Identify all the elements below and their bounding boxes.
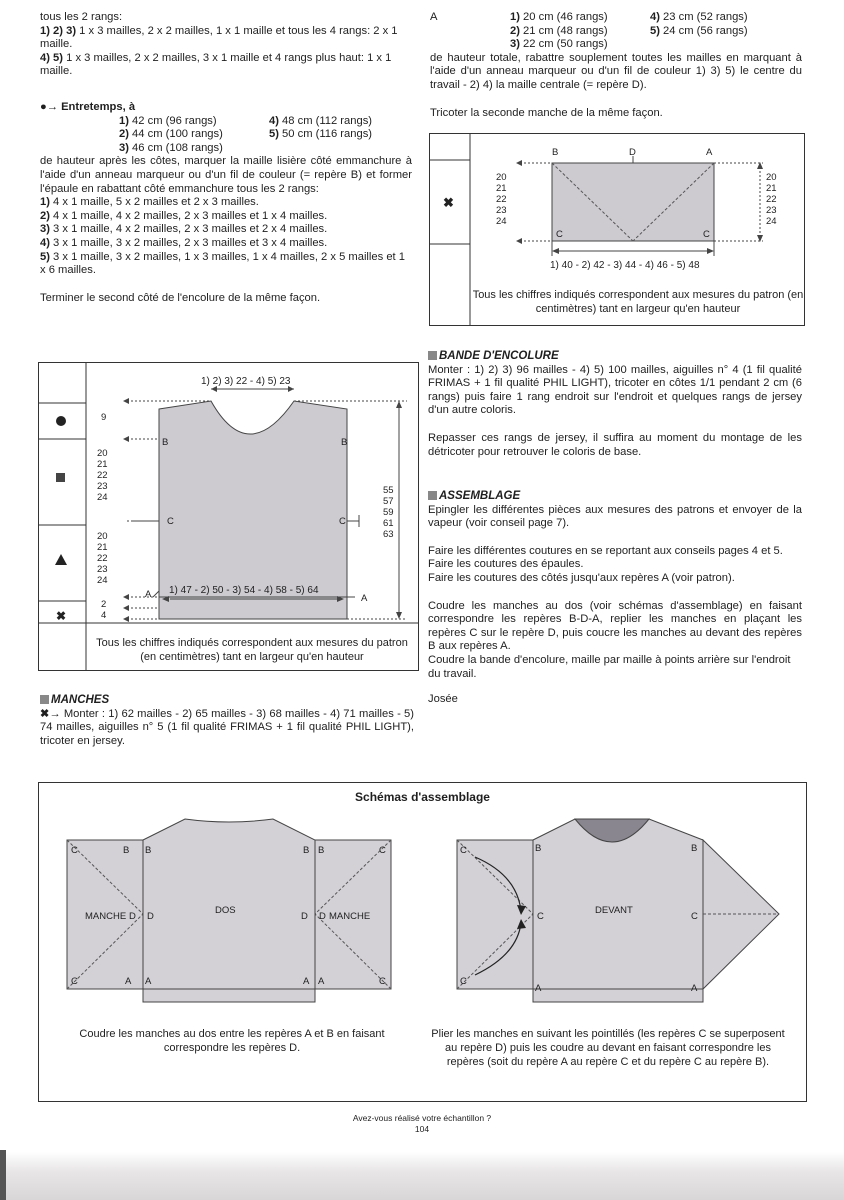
assembly-title: Schémas d'assemblage: [355, 790, 490, 804]
marker-c-left: C: [556, 229, 563, 240]
bande-section: [428, 350, 802, 459]
signature: Josée: [428, 693, 458, 706]
assemblage-title: ASSEMBLAGE: [428, 490, 802, 504]
manches-section: [40, 694, 414, 748]
option: 1) 42 cm (96 rangs): [119, 114, 217, 127]
body-top-label: 1) 2) 3) 22 - 4) 5) 23: [201, 376, 291, 387]
marker-b: B: [303, 845, 310, 856]
marker-c-right: C: [703, 229, 710, 240]
footer-question: Avez-vous réalisé votre échantillon ?: [352, 1113, 492, 1123]
marker-b: B: [535, 843, 542, 854]
body-pattern-box: [38, 362, 419, 671]
list-item: 4) 3 x 1 maille, 3 x 2 mailles, 2 x 3 mailles et 3 x 4 mailles.: [40, 236, 328, 249]
sleeve-label-left: MANCHE: [85, 911, 127, 922]
option: 5) 24 cm (56 rangs): [650, 24, 748, 37]
caption-left: Coudre les manches au dos entre les repères A et B en faisant correspondre les repères D.: [79, 1028, 385, 1054]
circle-icon: [56, 416, 66, 426]
sleeve-rows-left: 20 21 22 23 24: [496, 172, 507, 227]
body-bottom-label: 1) 47 - 2) 50 - 3) 54 - 4) 58 - 5) 64: [169, 585, 319, 596]
option: 4) 23 cm (52 rangs): [650, 11, 748, 23]
marker-c: C: [460, 976, 467, 987]
square-icon: [56, 473, 65, 482]
bande-p2: Repasser ces rangs de jersey, il suffira au moment du montage de les détricoter pour retrouver le coloris de base.: [428, 431, 802, 458]
body-pattern-note: Tous les chiffres indiqués correspondent aux mesures du patron (en centimètres) tant en largeur qu'en hauteur: [96, 637, 408, 663]
marker-c: C: [71, 845, 78, 856]
list-item: 5) 3 x 1 maille, 3 x 2 mailles, 1 x 3 mailles, 1 x 4 mailles, 2 x 5 mailles et 1 x 6 mailles.: [40, 250, 405, 277]
entretemps-section: [40, 101, 412, 305]
second-sleeve: Tricoter la seconde manche de la même façon.: [430, 106, 663, 119]
marker-d: D: [319, 911, 326, 922]
entretemps-para: de hauteur après les côtes, marquer la maille lisière côté emmanchure à l'aide d'un anneau marqueur ou d'un fil de couleur (= repère B) et former l'épaule en rabattant côté emmanchure tous les 2 rangs:: [40, 155, 412, 195]
bande-title: BANDE D'ENCOLURE: [428, 350, 802, 364]
marker-a-right: A: [361, 593, 368, 604]
marker-c: C: [691, 911, 698, 922]
entretemps-options: [119, 115, 412, 156]
marker-d: D: [147, 911, 154, 922]
marker-b: B: [552, 147, 559, 158]
sleeve-pattern-box: [429, 133, 805, 326]
option: 2) 44 cm (100 rangs): [119, 128, 223, 141]
marker-b: B: [318, 845, 325, 856]
cross-icon: ✖: [56, 609, 67, 623]
option: 4) 48 cm (112 rangs): [269, 114, 373, 127]
left-top-text: [40, 11, 412, 79]
marker-a: A: [706, 147, 713, 158]
marker-c: C: [379, 845, 386, 856]
marker-c: C: [460, 845, 467, 856]
rows-group-c: 20 21 22 23 24: [97, 531, 108, 586]
list-item: 3) 3 x 1 maille, 4 x 2 mailles, 2 x 3 mailles et 2 x 4 mailles.: [40, 223, 328, 236]
triangle-icon: [55, 554, 67, 565]
caption-right: Plier les manches en suivant les pointillés (les repères C se superposent au repère D) puis les coudre au devant en faisant correspondre les repères (soit du repère A au repère C et du repère C au repère B).: [431, 1028, 785, 1068]
assemblage-p4: Faire les coutures des côtés jusqu'aux repères A (voir patron).: [428, 571, 735, 584]
assemblage-section: [428, 490, 802, 707]
section-square-icon: [428, 351, 437, 360]
list-item: 1) 4 x 1 maille, 5 x 2 mailles et 2 x 3 mailles.: [40, 196, 259, 209]
right-top-section: [430, 11, 802, 120]
text-line: tous les 2 rangs:: [40, 11, 123, 23]
marker-b-right: B: [341, 437, 348, 448]
cross-icon: ✖: [443, 195, 454, 210]
section-square-icon: [428, 491, 437, 500]
right-height-labels: 55 57 59 61 63: [383, 485, 394, 540]
marker-b: B: [123, 845, 130, 856]
marker-d: D: [301, 911, 308, 922]
marker-c: C: [71, 976, 78, 987]
marker-b: B: [691, 843, 698, 854]
bande-p1: Monter : 1) 2) 3) 96 mailles - 4) 5) 100 mailles, aiguilles n° 4 (1 fil qualité FRIMAS + 1 fil qualité PHIL LIGHT), tricoter en côtes 1/1 pendant 2 cm (6 rangs) puis faire 1 rang endroit sur l'endroit et quelques rangs de jersey d'un autre coloris.: [428, 363, 802, 417]
assemblage-p5: Coudre les manches au dos (voir schémas d'assemblage) en faisant correspondre les repères B-D-A, replier les manches en plaçant les repères C sur le repère D, puis coucre les manches au devant des repères B aux repères A.: [428, 599, 802, 653]
marker-b-left: B: [162, 437, 169, 448]
body-pattern-svg: [39, 363, 418, 670]
entretemps-title: ●→ Entretemps, à: [40, 101, 136, 113]
rows-group-d: 2 4: [101, 599, 107, 621]
marker-d: D: [629, 147, 636, 158]
rows-group-b: 20 21 22 23 24: [97, 448, 108, 503]
cross-arrow-icon: ✖→: [40, 707, 61, 720]
list-item: 2) 4 x 1 maille, 4 x 2 mailles, 2 x 3 mailles et 1 x 4 mailles.: [40, 209, 328, 222]
marker-c: C: [379, 976, 386, 987]
footer: [0, 1113, 844, 1135]
manches-title: MANCHES: [40, 694, 414, 708]
marker-a: A: [318, 976, 325, 987]
option: 1) 20 cm (46 rangs): [510, 11, 608, 23]
sleeve-rows-right: 20 21 22 23 24: [766, 172, 777, 227]
right-para: de hauteur totale, rabattre souplement toutes les mailles en marquant à l'aide d'un anneau marqueur ou d'un fil de couleur 1) 3) 5) le centre du travail - 2) 4) la maille centrale (= repère D).: [430, 51, 802, 91]
option: 5) 50 cm (116 rangs): [269, 128, 373, 141]
manches-text: ✖→ Monter : 1) 62 mailles - 2) 65 mailles - 3) 68 mailles - 4) 71 mailles - 5) 74 mailles, aiguilles n° 5 (1 fil qualité FRIMAS + 1 fil qualité PHIL LIGHT), tricoter en jersey.: [40, 707, 414, 747]
section-square-icon: [40, 695, 49, 704]
page-edge-left: [0, 1150, 6, 1200]
text-line: 1) 2) 3) 1 x 3 mailles, 2 x 2 mailles, 1 x 1 maille et tous les 4 rangs: 2 x 1 maille.: [40, 24, 398, 51]
marker-c-right: C: [339, 516, 346, 527]
option: 3) 22 cm (50 rangs): [510, 38, 608, 51]
marker-a: A: [430, 11, 438, 23]
sleeve-pattern-note: Tous les chiffres indiqués correspondent aux mesures du patron (en centimètres) tant en largeur qu'en hauteur: [472, 289, 804, 315]
text-line: 4) 5) 1 x 3 mailles, 2 x 2 mailles, 3 x 1 maille et 4 rangs plus haut: 1 x 1 maille.: [40, 51, 392, 78]
marker-b: B: [145, 845, 152, 856]
assemblage-p2: Faire les différentes coutures en se reportant aux conseils pages 4 et 5.: [428, 544, 783, 557]
option: 3) 46 cm (108 rangs): [119, 141, 223, 154]
dos-label: DOS: [215, 905, 236, 916]
page-number: 104: [414, 1124, 430, 1134]
sleeve-label-right: MANCHE: [329, 911, 371, 922]
marker-a: A: [535, 983, 542, 994]
marker-d: D: [129, 911, 136, 922]
assemblage-p1: Epingler les différentes pièces aux mesures des patrons et envoyer de la vapeur (voir conseil page 7).: [428, 503, 802, 530]
option: 2) 21 cm (48 rangs): [510, 24, 608, 37]
marker-a: A: [303, 976, 310, 987]
marker-a: A: [691, 983, 698, 994]
assemblage-p6: Coudre la bande d'encolure, maille par maille à points arrière sur l'endroit du travail.: [428, 653, 791, 680]
sleeve-bottom-label: 1) 40 - 2) 42 - 3) 44 - 4) 46 - 5) 48: [550, 260, 700, 271]
row-label: 9: [101, 412, 107, 423]
marker-c: C: [537, 911, 544, 922]
assembly-box: [38, 782, 807, 1102]
marker-a: A: [125, 976, 132, 987]
marker-c-left: C: [167, 516, 174, 527]
marker-a-left: A: [145, 589, 152, 600]
page-edge-shadow: [0, 1152, 844, 1200]
entretemps-end: Terminer le second côté de l'encolure de la même façon.: [40, 291, 321, 304]
bullet-arrow-icon: ●→: [40, 101, 58, 113]
assemblage-p3: Faire les coutures des épaules.: [428, 558, 584, 571]
marker-a: A: [145, 976, 152, 987]
devant-label: DEVANT: [595, 905, 633, 916]
